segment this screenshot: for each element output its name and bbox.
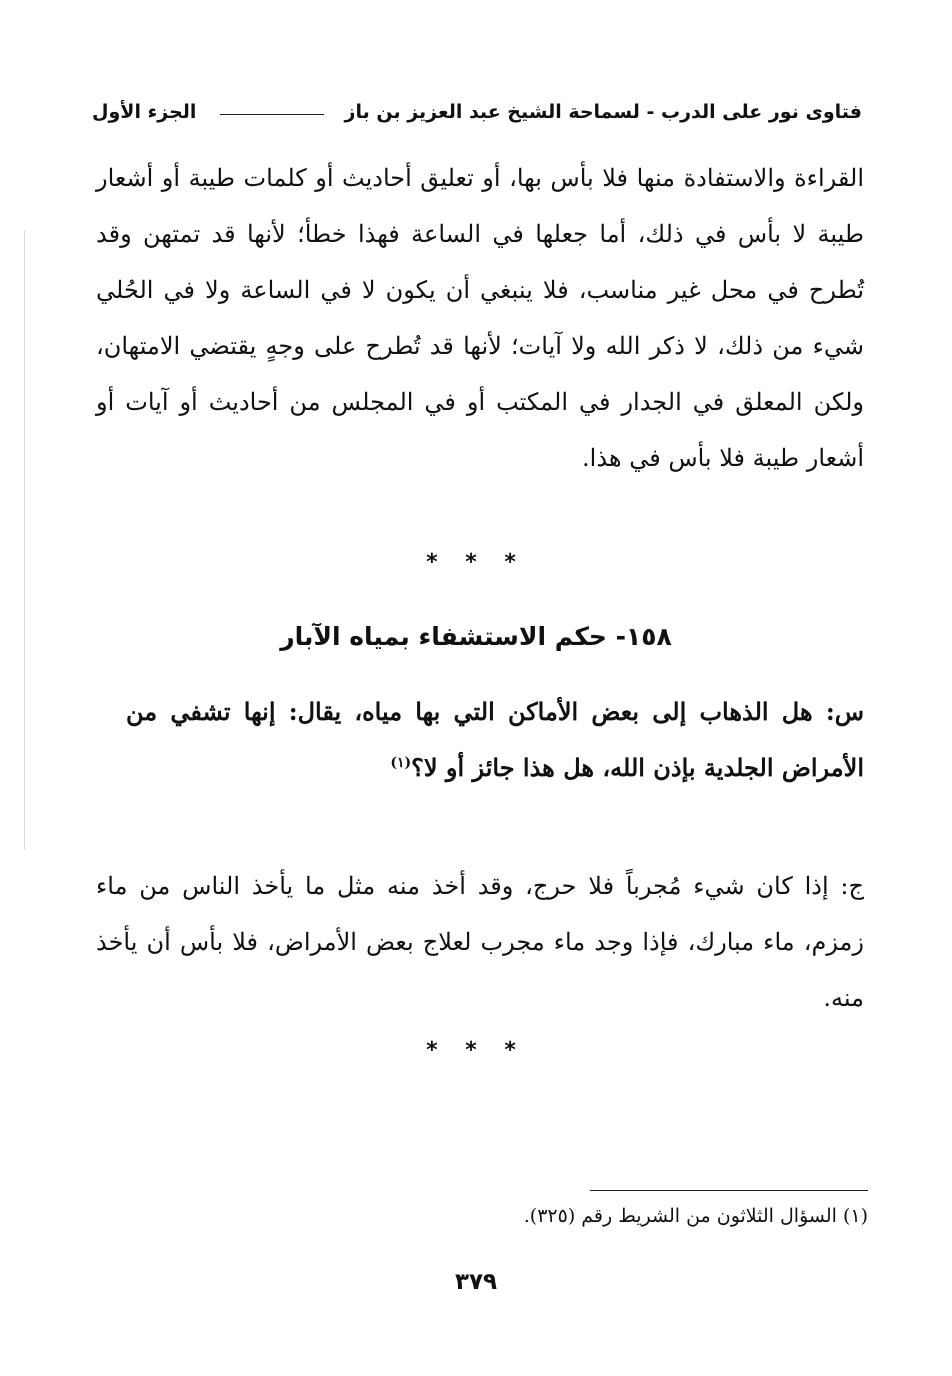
running-header — [92, 92, 862, 132]
body-paragraph: القراءة والاستفادة منها فلا بأس بها، أو تعليق أحاديث أو كلمات طيبة أو أشعار طيبة لا بأس في ذلك، أما جعلها في الساعة فهذا خطأ؛ لأنها قد تمتهن وقد تُطرح في محل غير مناسب، فلا ينبغي أن يكون لا في الساعة ولا في الحُلي شيء من ذلك، لا ذكر الله ولا آيات؛ لأنها قد تُطرح على وجهٍ يقتضي الامتهان، ولكن المعلق في الجدار في المكتب أو في المجلس من أحاديث أو آيات أو أشعار طيبة فلا بأس في هذا. — [96, 164, 864, 472]
header-book-title: فتاوى نور على الدرب - لسماحة الشيخ عبد العزيز بن باز — [344, 101, 862, 123]
page-number: ٣٧٩ — [454, 1269, 498, 1295]
margin-mark — [24, 230, 25, 850]
header-rule — [220, 114, 324, 115]
footnote-rule — [590, 1190, 868, 1191]
footnote: (١) السؤال الثلاثون من الشريط رقم (٣٢٥). — [523, 1205, 868, 1227]
fatwa-heading: ١٥٨- حكم الاستشفاء بمياه الآبار — [280, 622, 672, 651]
header-part-label: الجزء الأول — [92, 101, 197, 123]
section-separator: * * * — [426, 550, 526, 575]
question-text: س: هل الذهاب إلى بعض الأماكن التي بها مياه، يقال: إنها تشفي من الأمراض الجلدية بإذن الله، هل هذا جائز أو لا؟ — [126, 697, 864, 782]
footnote-reference[interactable]: (١) — [390, 755, 412, 771]
question-paragraph — [126, 684, 864, 796]
answer-paragraph: ج: إذا كان شيء مُجرباً فلا حرج، وقد أخذ منه مثل ما يأخذ الناس من ماء زمزم، ماء مبارك، فإذا وجد ماء مجرب لعلاج بعض الأمراض، فلا بأس أن يأخذ منه. — [96, 872, 865, 1012]
section-separator: * * * — [426, 1038, 526, 1063]
